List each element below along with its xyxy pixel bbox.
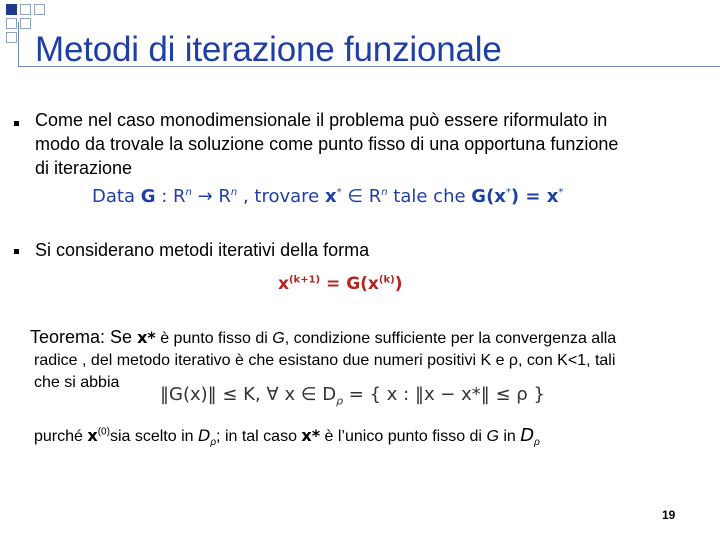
formula-text: : R: [155, 186, 186, 207]
formula-symbol: G: [140, 186, 156, 207]
formula-symbol: x*: [301, 426, 321, 445]
formula-sup: (k+1): [288, 274, 321, 286]
decor-square: [6, 18, 17, 29]
formula-text: ‖G(x)‖ ≤ K, ∀ x ∈ D: [160, 384, 337, 405]
formula-condition: [160, 384, 545, 408]
bullet-marker: [14, 249, 19, 254]
formula-sup: *: [558, 187, 564, 198]
formula-sup: *: [336, 187, 342, 198]
formula-sub: ρ: [534, 437, 540, 449]
formula-sup: n: [230, 187, 238, 198]
formula-text: ∈ R: [341, 186, 382, 207]
decor-square: [6, 4, 17, 15]
formula-sup: (k): [378, 274, 395, 286]
formula-symbol: x: [87, 426, 98, 445]
condition-text: ; in tal caso: [216, 428, 302, 445]
theorem-text: G: [272, 330, 285, 347]
formula-symbol: D: [197, 426, 211, 445]
formula-symbol: D: [520, 425, 535, 446]
formula-symbol: ): [394, 274, 403, 294]
decor-square: [20, 4, 31, 15]
formula-text: = { x : ‖x − x*‖ ≤ ρ }: [343, 384, 545, 405]
slide-title: Metodi di iterazione funzionale: [35, 30, 502, 69]
formula-symbol: x: [324, 186, 337, 207]
condition-text: sia scelto in: [109, 428, 198, 445]
condition-text: purché: [34, 428, 88, 445]
decor-square: [6, 32, 17, 43]
formula-sup: n: [381, 187, 388, 198]
formula-sup: (0): [97, 426, 110, 438]
formula-symbol: G(x: [471, 186, 506, 207]
formula-symbol: ) = x: [510, 186, 559, 207]
formula-sup: *: [505, 187, 511, 198]
formula-symbol: = G(x: [320, 274, 379, 294]
theorem-line: radice , del metodo iterativo è che esistano due numeri positivi K e ρ, con K<1, tali: [34, 352, 616, 369]
theorem-line: che si abbia: [34, 374, 120, 391]
text-line: di iterazione: [35, 158, 133, 178]
theorem-text: , condizione sufficiente per la convergenza alla: [284, 330, 617, 347]
condition-line: [34, 425, 540, 448]
theorem-label: Teorema: Se: [30, 327, 138, 347]
condition-text: in: [498, 428, 521, 445]
formula-iteration: [278, 274, 402, 294]
bullet-marker: [14, 121, 19, 126]
formula-text: , trovare: [237, 186, 325, 207]
formula-sub: ρ: [210, 437, 217, 449]
title-divider-vertical: [18, 22, 19, 66]
page-number: 19: [662, 508, 676, 522]
theorem-line: [30, 326, 616, 350]
bullet-text: Si considerano metodi iterativi della forma: [35, 240, 370, 260]
condition-text: G: [486, 428, 499, 445]
condition-text: è l’unico punto fisso di: [320, 428, 487, 445]
decor-square: [20, 18, 31, 29]
bullet-text: [35, 108, 618, 180]
decor-square: [34, 4, 45, 15]
formula-symbol: x*: [137, 328, 156, 347]
formula-sup: n: [185, 187, 192, 198]
formula-text: Data: [92, 186, 141, 207]
formula-fixed-point: [92, 186, 563, 207]
formula-text: tale che: [387, 186, 472, 207]
theorem-text: è punto fisso di: [160, 330, 273, 347]
formula-text: → R: [191, 186, 231, 207]
formula-symbol: x: [278, 274, 289, 294]
formula-sub: ρ: [336, 394, 344, 408]
text-line: modo da trovale la soluzione come punto fisso di una opportuna funzione: [35, 134, 619, 154]
text-line: Come nel caso monodimensionale il problema può essere riformulato in: [35, 110, 608, 130]
